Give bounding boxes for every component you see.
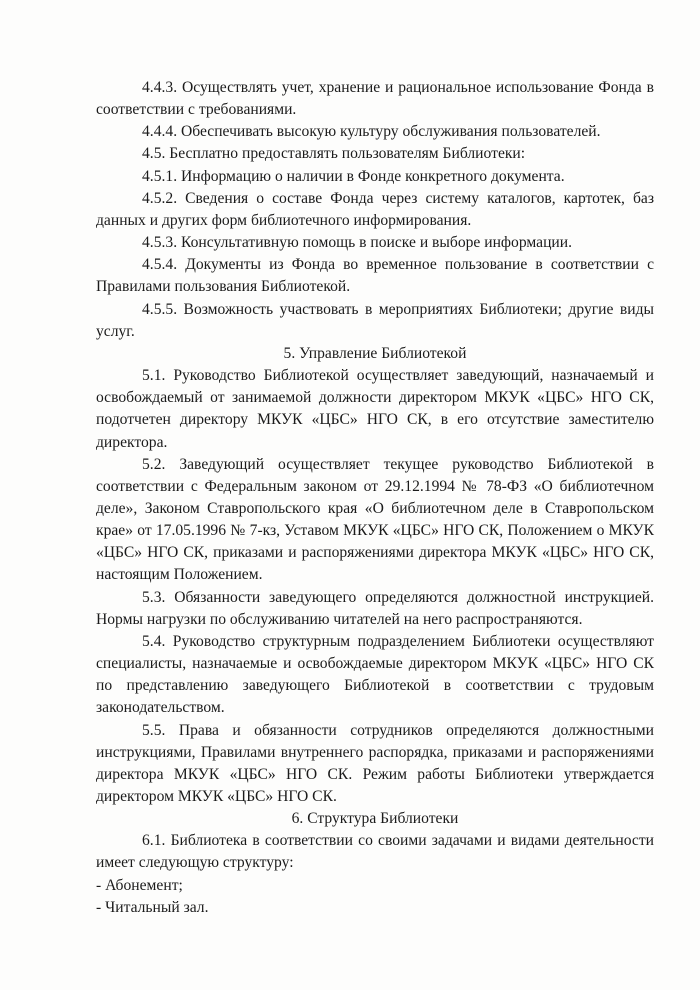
section-heading-6: 6. Структура Библиотеки — [291, 810, 459, 828]
document-body — [96, 77, 654, 919]
list-item-abonement: - Абонемент; — [96, 876, 183, 894]
paragraph-4-5-3: 4.5.3. Консультативную помощь в поиске и выборе информации. — [142, 234, 573, 252]
paragraph-4-5-5: 4.5.5. Возможность участвовать в мероприятиях Библиотеки; другие виды услуг. — [96, 300, 654, 340]
paragraph-4-5: 4.5. Бесплатно предоставлять пользователям Библиотеки: — [142, 145, 526, 163]
paragraph-5-4: 5.4. Руководство структурным подразделением Библиотеки осуществляют специалисты, назначаемые и освобождаемые директором МКУК «ЦБС» НГО СК по представлению заведующего Библиотекой в соответствии с трудовым законодательством. — [96, 632, 654, 717]
paragraph-5-1: 5.1. Руководство Библиотекой осуществляет заведующий, назначаемый и освобождаемый от занимаемой должности директором МКУК «ЦБС» НГО СК, подотчетен директору МКУК «ЦБС» НГО СК, в его отсутствие заместителю директора. — [96, 367, 654, 451]
paragraph-5-5: 5.5. Права и обязанности сотрудников определяются должностными инструкциями, Правилами внутреннего распорядка, приказами и распоряжениями директора МКУК «ЦБС» НГО СК. Режим работы Библиотеки утверждается директором МКУК «ЦБС» НГО СК. — [96, 721, 654, 805]
list-item-reading-room: - Читальный зал. — [96, 898, 209, 916]
paragraph-4-5-4: 4.5.4. Документы из Фонда во временное пользование в соответствии с Правилами пользования Библиотекой. — [96, 256, 654, 296]
paragraph-5-3: 5.3. Обязанности заведующего определяются должностной инструкцией. Нормы нагрузки по обслуживанию читателей на него распространяются. — [96, 588, 654, 628]
section-heading-5: 5. Управление Библиотекой — [283, 344, 467, 362]
paragraph-5-2: 5.2. Заведующий осуществляет текущее руководство Библиотекой в соответствии с Федеральным законом от 29.12.1994 № 78-ФЗ «О библиотечном деле», Законом Ставропольского края «О библиотечном деле в Ставропольском крае» от 17.05.1996 № 7-кз, Уставом МКУК «ЦБС» НГО СК, Положением о МКУК «ЦБС» НГО СК, приказами и распоряжениями директора МКУК «ЦБС» НГО СК, настоящим Положением. — [96, 455, 654, 584]
paragraph-4-4-3: 4.4.3. Осуществлять учет, хранение и рациональное использование Фонда в соответствии с требованиями. — [96, 79, 654, 119]
paragraph-4-4-4: 4.4.4. Обеспечивать высокую культуру обслуживания пользователей. — [142, 123, 601, 141]
paragraph-4-5-2: 4.5.2. Сведения о составе Фонда через систему каталогов, картотек, баз данных и других форм библиотечного информирования. — [96, 189, 654, 229]
paragraph-6-1: 6.1. Библиотека в соответствии со своими задачами и видами деятельности имеет следующую структуру: — [96, 832, 654, 872]
paragraph-4-5-1: 4.5.1. Информацию о наличии в Фонде конкретного документа. — [142, 167, 565, 185]
